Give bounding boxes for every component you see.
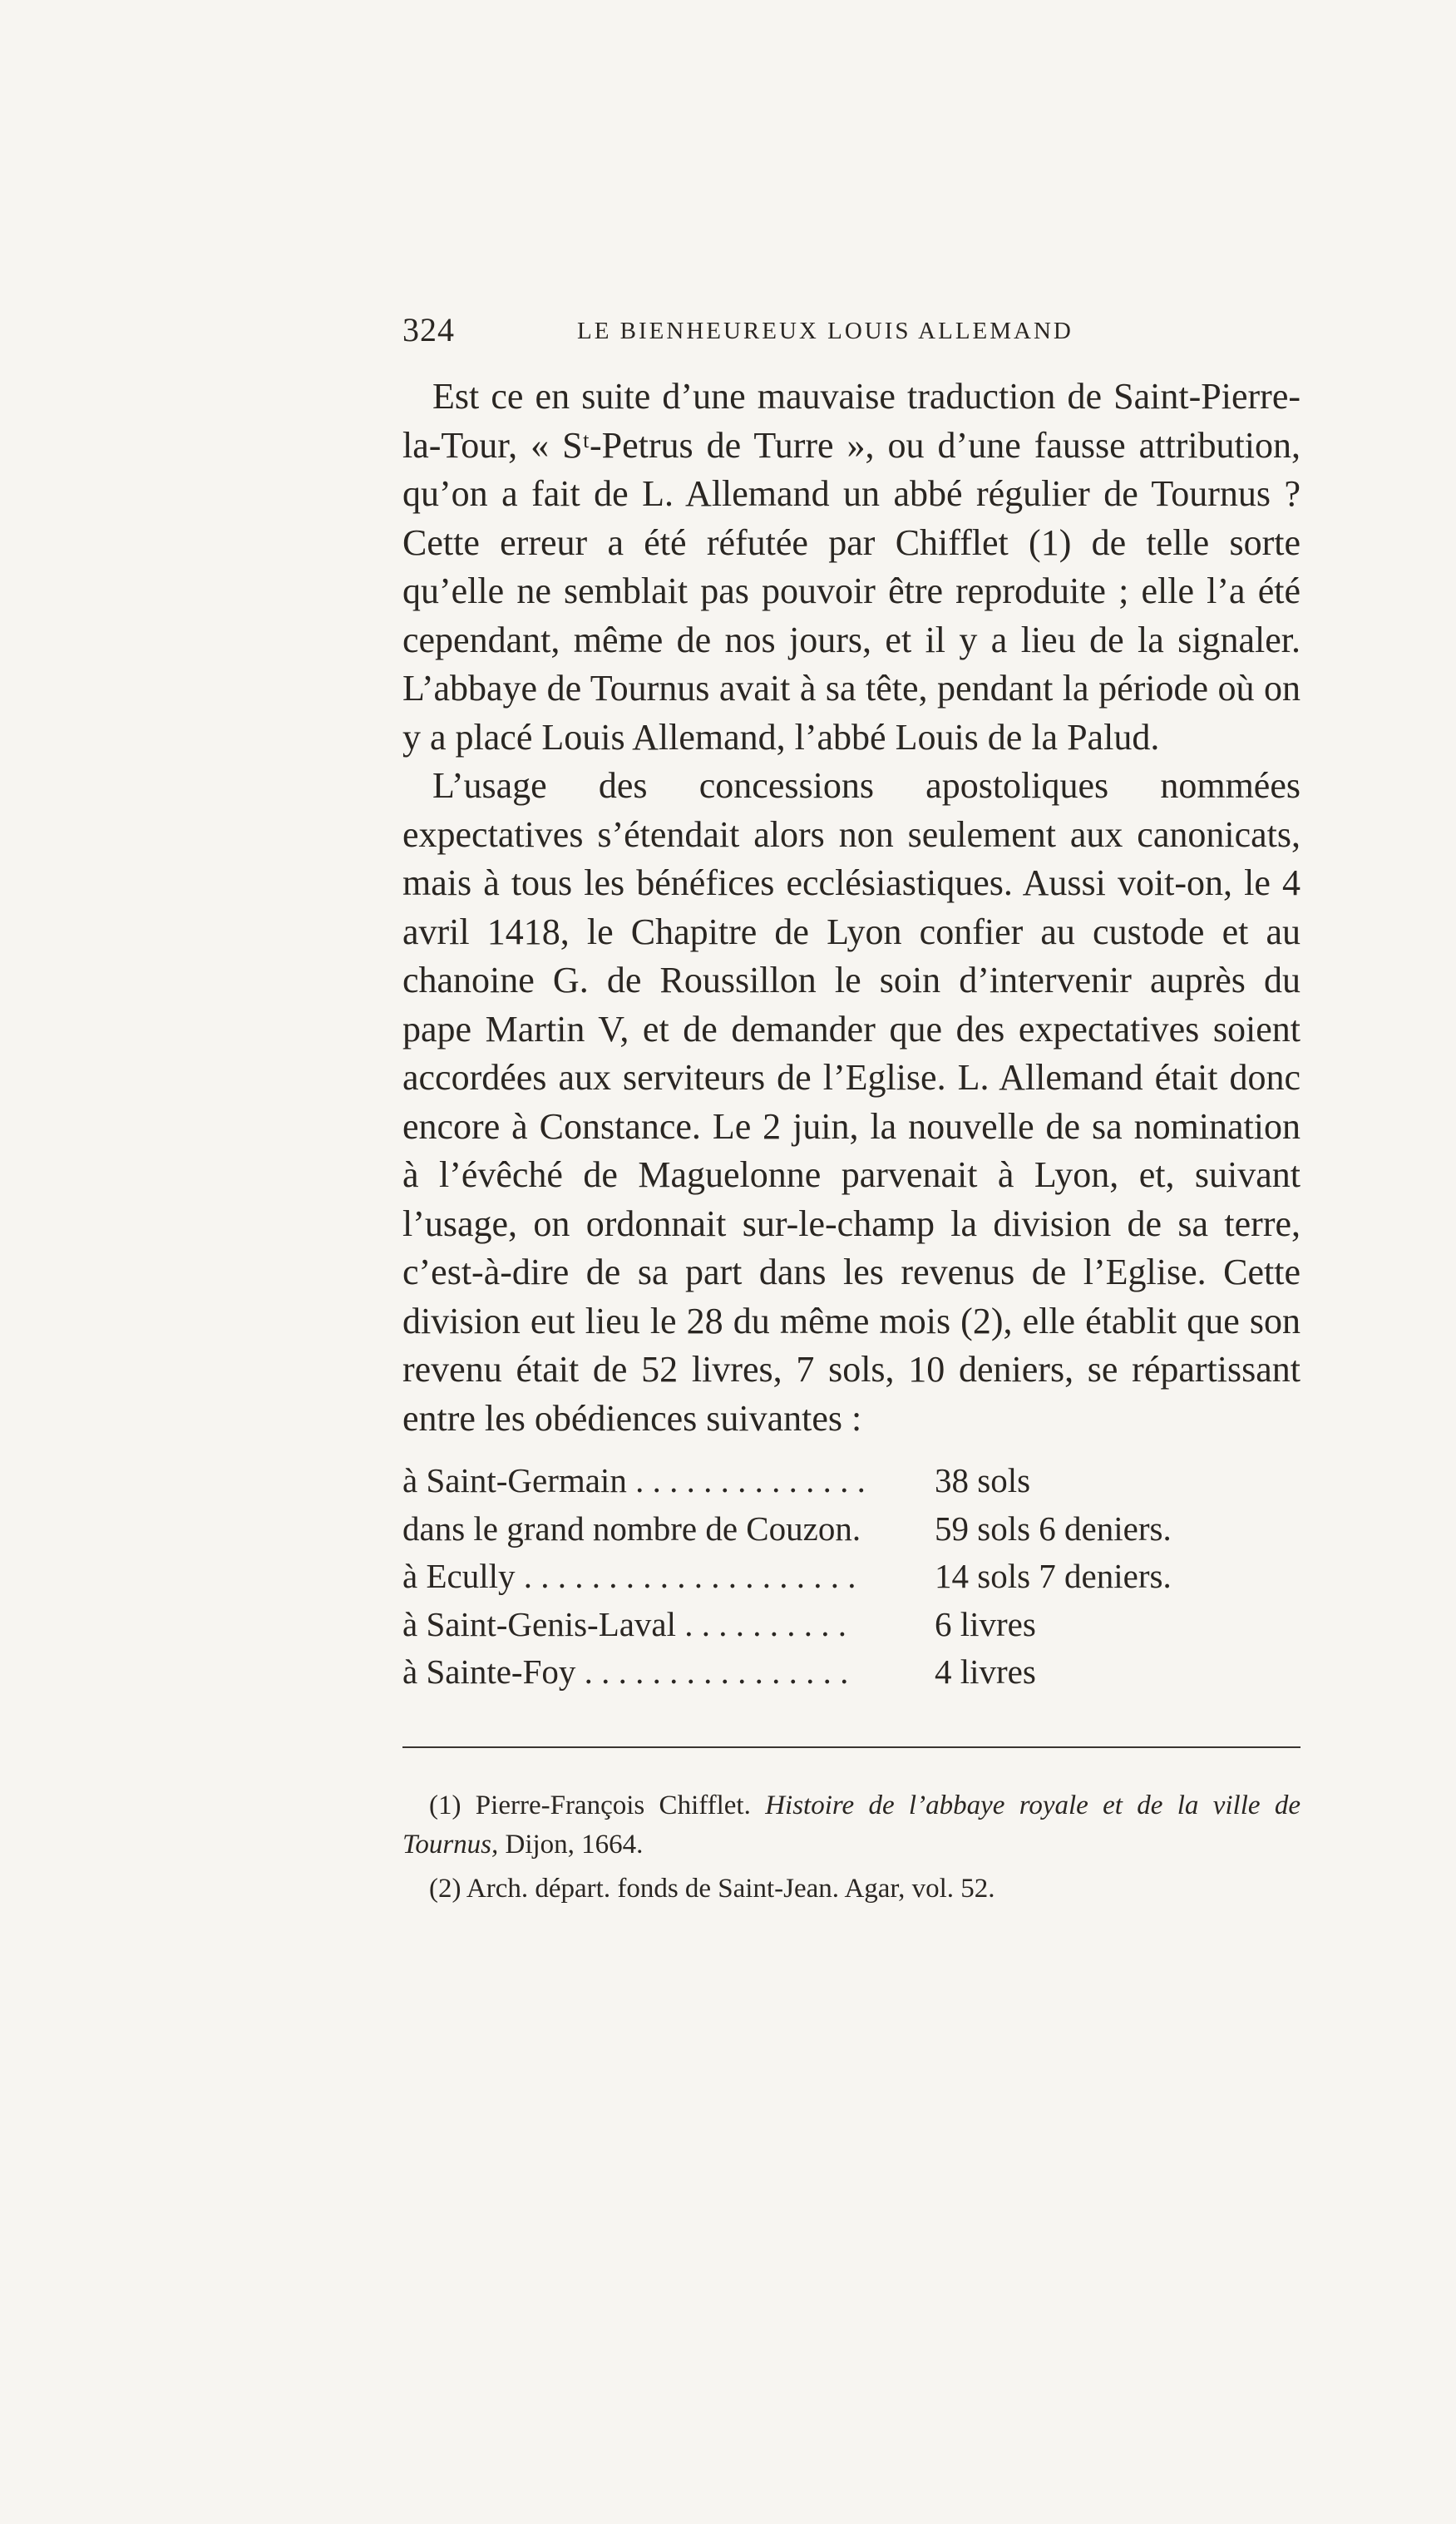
list-item bbox=[402, 1457, 1234, 1505]
page-header bbox=[402, 309, 1134, 351]
obedience-amount: 38 sols bbox=[935, 1461, 1031, 1499]
footnote-2 bbox=[402, 1870, 1301, 1909]
obedience-place: à Ecully . . . . . . . . . . . . . . . . . . . . bbox=[402, 1557, 856, 1595]
footnote-text: (2) Arch. départ. fonds de Saint-Jean. Agar, vol. 52. bbox=[429, 1874, 995, 1904]
paragraph: L’usage des concessions apostoliques nommées expectatives s’étendait alors non seulement aux canonicats, mais à tous les bénéfices ecclésiastiques. Aussi voit-on, le 4 avril 1418, le Chapitre de Lyon confier au custode et au chanoine G. de Roussillon le soin d’intervenir auprès du pape Martin V, et de demander que des expectatives soient accordées aux serviteurs de l’Eglise. L. Allemand était donc encore à Constance. Le 2 juin, la nouvelle de sa nomination à l’évêché de Maguelonne parvenait à Lyon, et, suivant l’usage, on ordonnait sur-le-champ la division de sa terre, c’est-à-dire de sa part dans les revenus de l’Eglise. Cette division eut lieu le 28 du même mois (2), elle établit que son revenu était de 52 livres, 7 sols, 10 deniers, se répartissant entre les obédiences suivantes : bbox=[402, 765, 1301, 1439]
obedience-list bbox=[402, 1457, 1234, 1697]
list-item bbox=[402, 1505, 1234, 1553]
footnote-separator bbox=[402, 1746, 1301, 1748]
main-text bbox=[402, 373, 1301, 1443]
obedience-amount: 6 livres bbox=[935, 1604, 1036, 1643]
obedience-amount: 59 sols 6 deniers. bbox=[935, 1509, 1172, 1548]
footnote-title: Histoire de l’abbaye royale et de la ville de Tournus, bbox=[402, 1791, 1301, 1860]
obedience-place: dans le grand nombre de Couzon. bbox=[402, 1509, 861, 1548]
obedience-amount: 14 sols 7 deniers. bbox=[935, 1557, 1172, 1595]
list-item bbox=[402, 1553, 1234, 1601]
obedience-place: à Saint-Germain . . . . . . . . . . . . . . bbox=[402, 1461, 866, 1499]
footnotes bbox=[402, 1786, 1301, 1914]
footnote-1 bbox=[402, 1786, 1301, 1865]
footnote-text: Dijon, 1664. bbox=[498, 1830, 644, 1860]
obedience-amount: 4 livres bbox=[935, 1652, 1036, 1691]
paragraph: Est ce en suite d’une mauvaise traduction de Saint-Pierre-la-Tour, « Sᵗ-Petrus de Turre », ou d’une fausse attribution, qu’on a fait de L. Allemand un abbé régulier de Tournus ? Cette erreur a été réfutée par Chifflet (1) de telle sorte qu’elle ne semblait pas pouvoir être reproduite ; elle l’a été cependant, même de nos jours, et il y a lieu de la signaler. L’abbaye de Tournus avait à sa tête, pendant la période où on y a placé Louis Allemand, l’abbé Louis de la Palud. bbox=[402, 376, 1301, 758]
list-item bbox=[402, 1601, 1234, 1649]
obedience-place: à Saint-Genis-Laval . . . . . . . . . . bbox=[402, 1604, 847, 1643]
list-item bbox=[402, 1648, 1234, 1697]
obedience-place: à Sainte-Foy . . . . . . . . . . . . . . . . bbox=[402, 1652, 849, 1691]
running-title: LE BIENHEUREUX LOUIS ALLEMAND bbox=[577, 318, 1073, 344]
page-number: 324 bbox=[402, 311, 455, 348]
footnote-text: (1) Pierre-François Chifflet. bbox=[429, 1791, 766, 1820]
